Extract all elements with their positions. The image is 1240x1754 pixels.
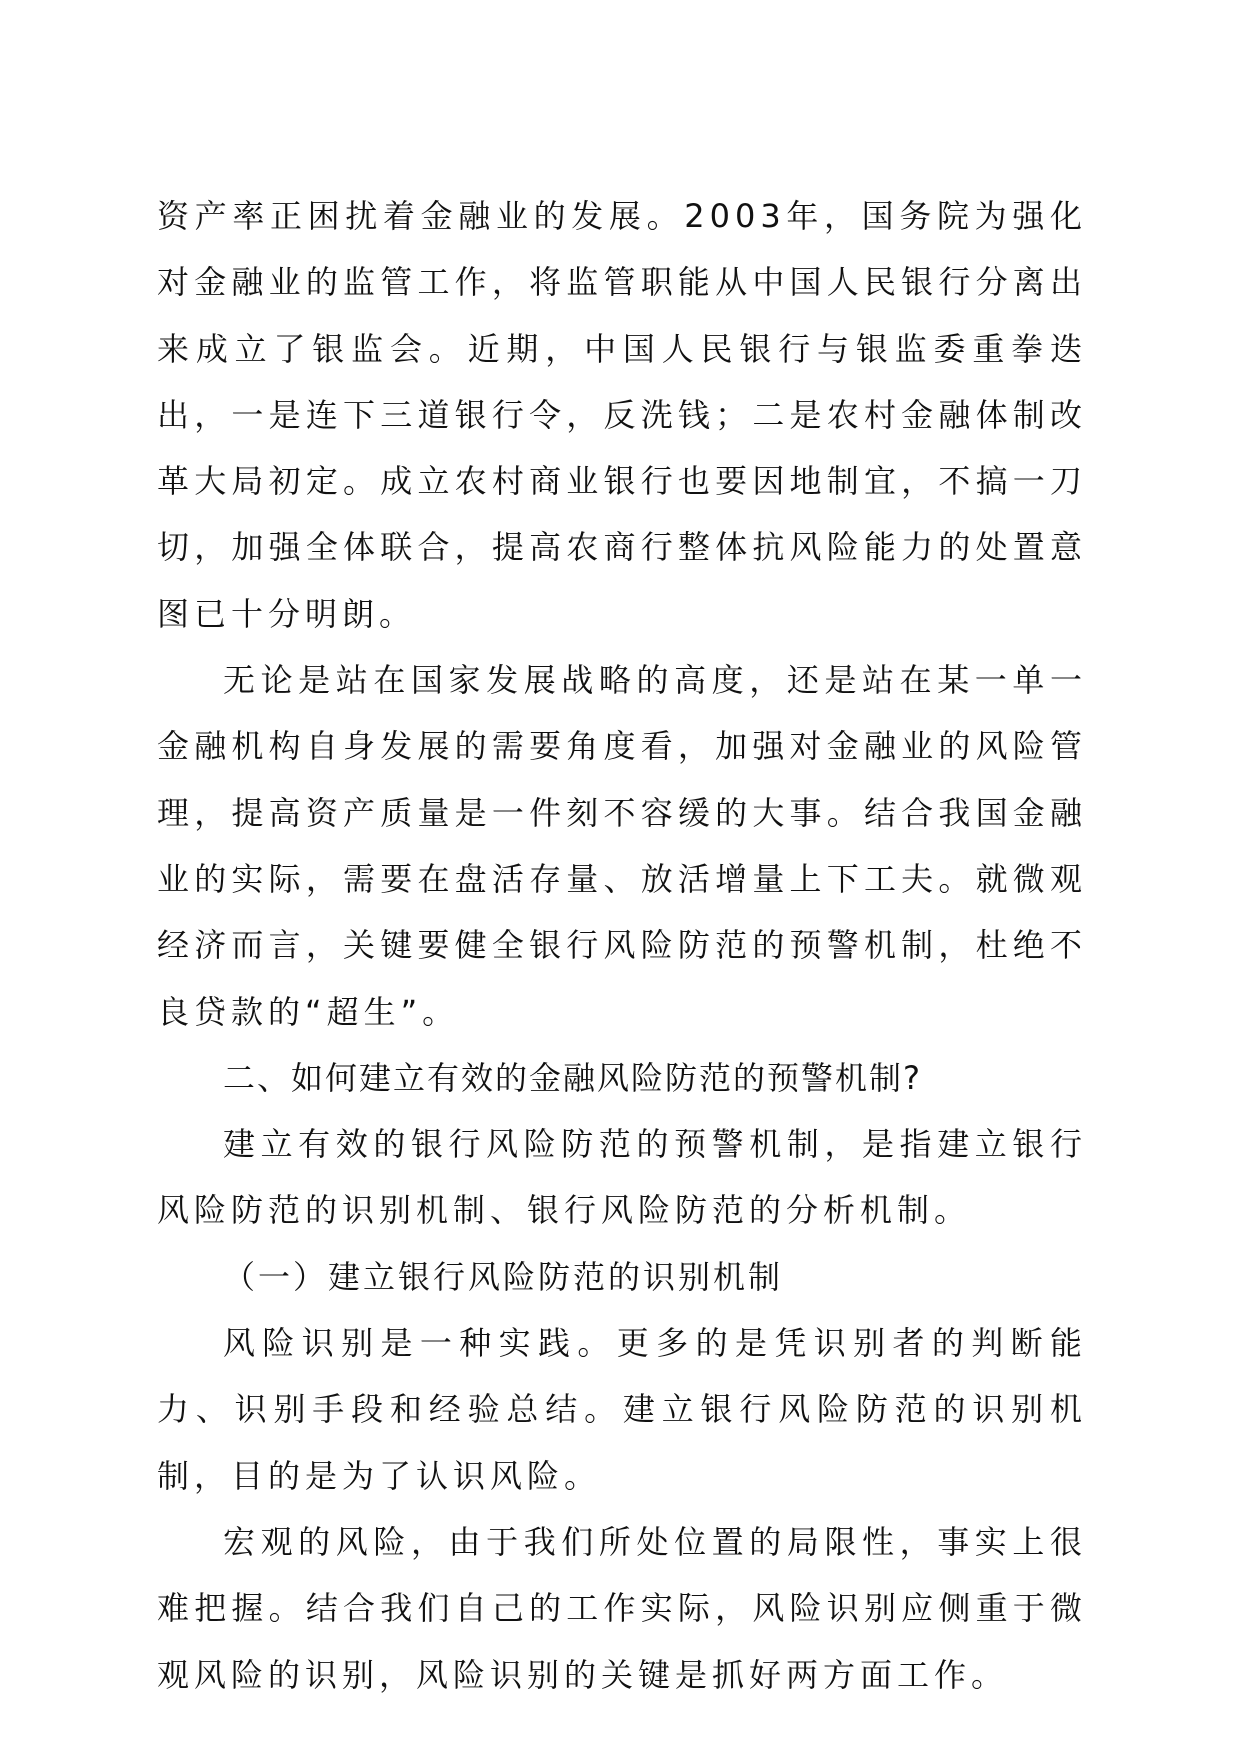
paragraph-warning-mechanism: 建立有效的银行风险防范的预警机制，是指建立银行风险防范的识别机制、银行风险防范的分析机制。 (157, 1125, 1087, 1230)
paragraph-risk-management: 无论是站在国家发展战略的高度，还是站在某一单一金融机构自身发展的需要角度看，加强对金融业的风险管理，提高资产质量是一件刻不容缓的大事。结合我国金融业的实际，需要在盘活存量、放活增量上下工夫。就微观经济而言，关键要健全银行风险防范的预警机制，杜绝不良贷款的“超生”。 (157, 661, 1087, 1031)
subsection-heading: （一）建立银行风险防范的识别机制 (223, 1257, 784, 1296)
section-heading: 二、如何建立有效的金融风险防范的预警机制? (223, 1058, 922, 1097)
document-body (157, 183, 1087, 1708)
paragraph-risk-identification: 风险识别是一种实践。更多的是凭识别者的判断能力、识别手段和经验总结。建立银行风险防范的识别机制，目的是为了认识风险。 (157, 1324, 1087, 1495)
paragraph-continuation: 资产率正困扰着金融业的发展。2003年，国务院为强化对金融业的监管工作，将监管职能从中国人民银行分离出来成立了银监会。近期，中国人民银行与银监委重拳迭出，一是连下三道银行令，反洗钱；二是农村金融体制改革大局初定。成立农村商业银行也要因地制宜，不搞一刀切，加强全体联合，提高农商行整体抗风险能力的处置意图已十分明朗。 (157, 197, 1087, 633)
paragraph-macro-risk: 宏观的风险，由于我们所处位置的局限性，事实上很难把握。结合我们自己的工作实际，风险识别应侧重于微观风险的识别，风险识别的关键是抓好两方面工作。 (157, 1522, 1087, 1694)
